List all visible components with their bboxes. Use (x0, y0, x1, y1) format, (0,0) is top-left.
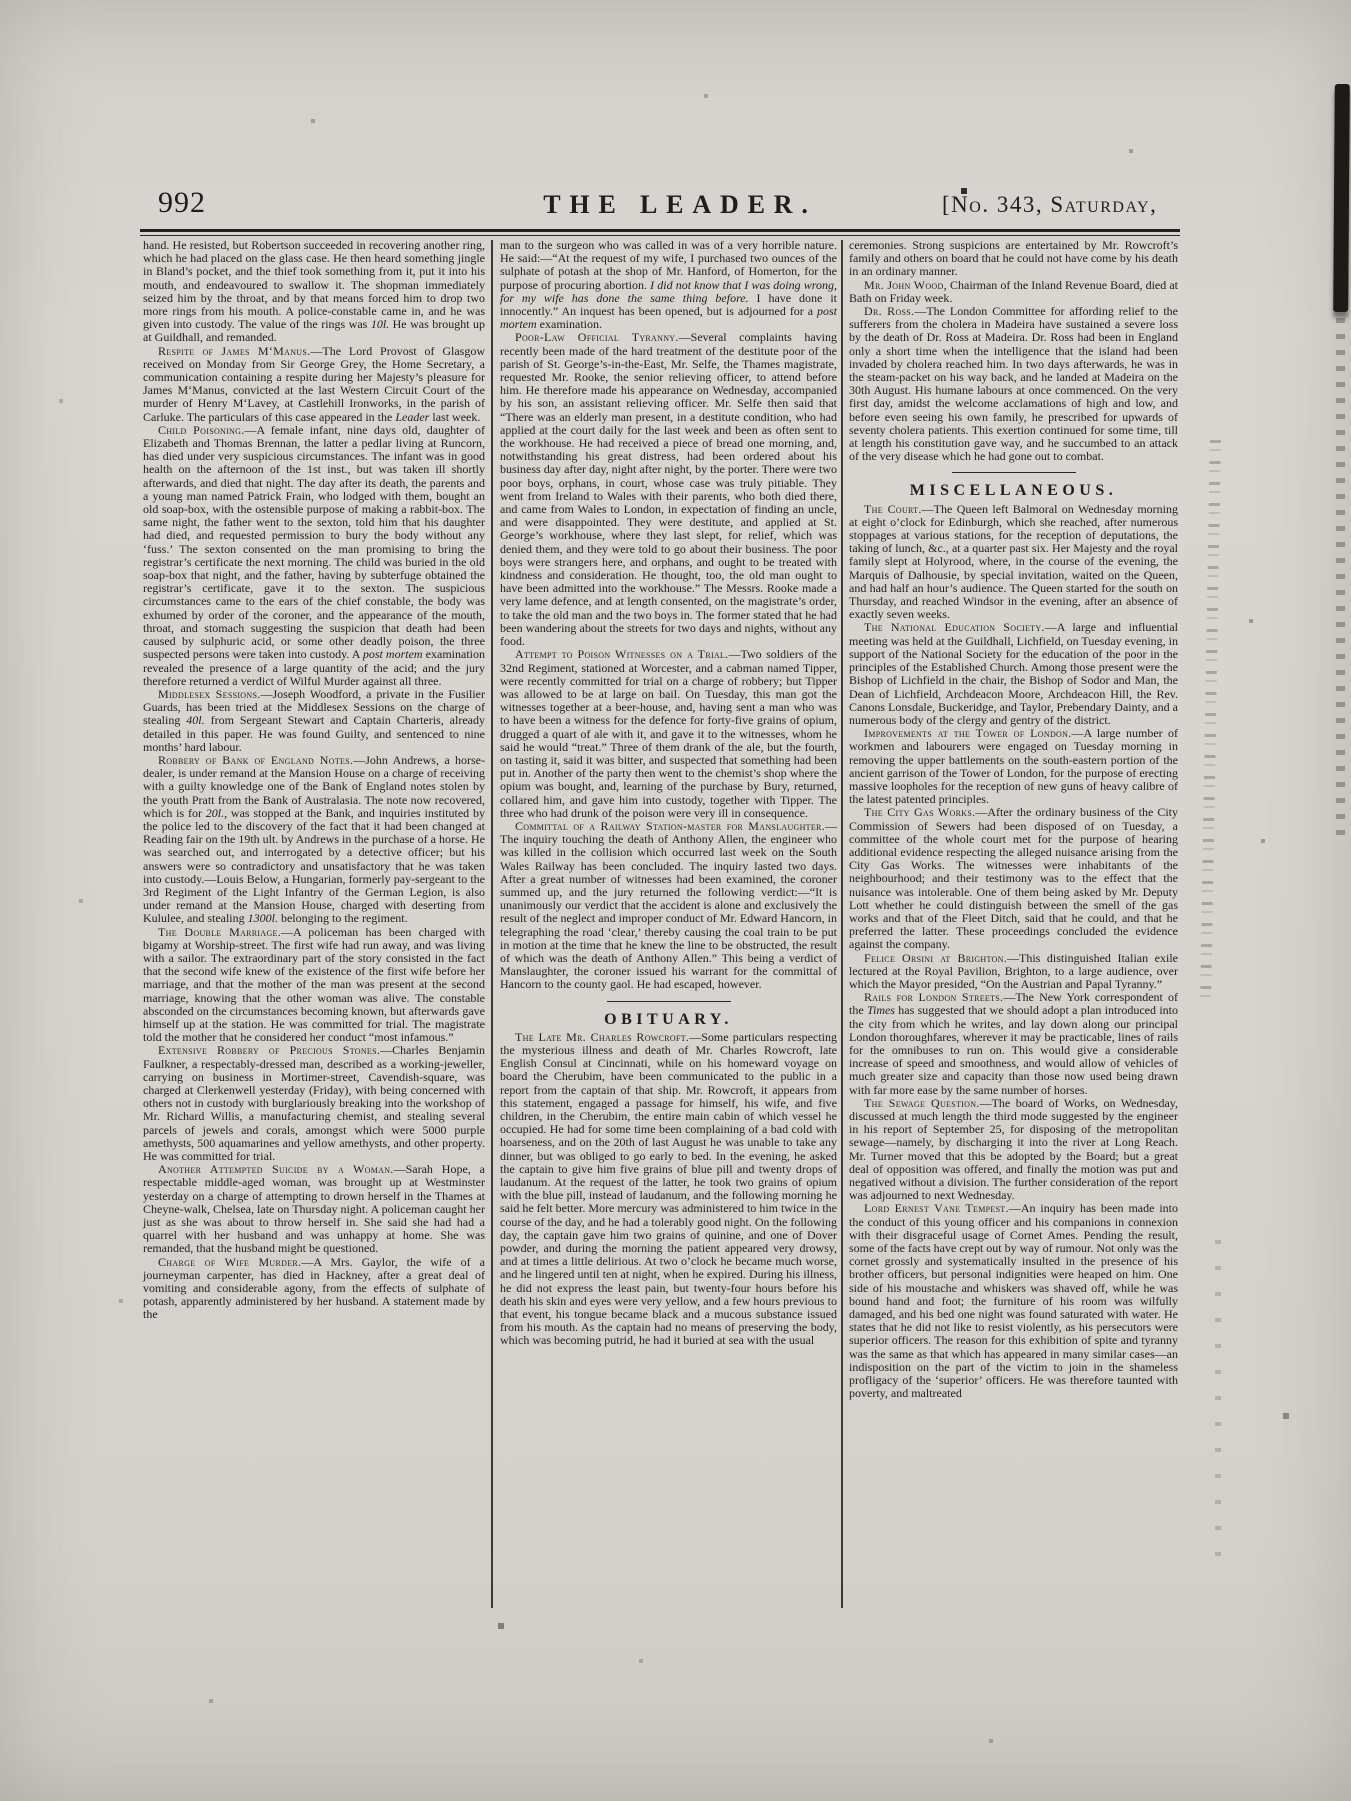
news-paragraph: Lord Ernest Vane Tempest.—An inquiry has been made into the conduct of this young officer and his companions in connexion with their disgraceful usage of Cornet Ames. Pending the result, some of the facts have crept out by way of rumour. Not only was the cornet grossly and systematically insulted in the presence of his brother officers, but personal indignities were heaped on him. One side of his moustache and whiskers was shaved off, while he was bound hand and foot; the furniture of his room was wilfully damaged, and his bed one night was found saturated with water. He states that he did not like to resist violently, as his persecutors were superior officers. The reason for this exhibition of spite and tyranny was the same as that which has appeared in many similar cases—an indisposition on the part of the victim to join in the shameless profligacy of the ‘superior’ officers. He was therefore taunted with poverty, and maltreated (849, 1201, 1179, 1401)
news-paragraph: Attempt to Poison Witnesses on a Trial.—Two soldiers of the 32nd Regiment, stationed at Worcester, and a cabman named Tipper, were recently committed for trial on a charge of robbery; but Tipper was allowed to be at large on bail. On Tuesday, this man got the witnesses together at a beer-house, and, having sent a man who was to have been a witness for the defence for forty-five grains of opium, drugged a quart of ale with it, and gave it to the witnesses, whom he said he would “treat.” Three of them drank of the ale, but the fourth, on tasting it, said it was bitter, and suspected that something had been put in. Another of the party then went to the chemist’s shop where the opium was bought, and, learning of the purchase by Bury, returned, collared him, and gave him into custody, together with Tipper. The three who had drunk of the poison were very ill in consequence. (500, 647, 837, 820)
news-paragraph: Respite of James M‘Manus.—The Lord Provost of Glasgow received on Monday from Sir George Grey, the Home Secretary, a communication containing a respite during her Majesty’s pleasure for James M‘Manus, convicted at the last Western Circuit Court of the murder of Henry M‘Lavey, at Castlehill Ironworks, in the parish of Carluke. The particulars of this case appeared in the Leader last week. (143, 343, 485, 424)
paragraph-lead: The City Gas Works. (864, 805, 976, 820)
news-paragraph: Improvements at the Tower of London.—A large number of workmen and labourers were engaged on Tuesday morning in removing the upper battlements on the south-eastern portion of the ancient garrison of the Tower of London, for the purpose of erecting massive loopholes for the reception of new guns of heavy calibre of the latest patented principles. (849, 726, 1179, 807)
paragraph-lead: Extensive Robbery of Precious Stones. (158, 1043, 381, 1058)
scan-edge-smudge (1336, 318, 1345, 838)
paragraph-lead: Felice Orsini at Brighton. (864, 950, 1008, 965)
paragraph-lead: Another Attempted Suicide by a Woman. (158, 1162, 394, 1177)
news-paragraph: Robbery of Bank of England Notes.—John Andrews, a horse-dealer, is under remand at the Mansion House on a charge of receiving with a guilty knowledge one of the Bank of England notes stolen by the youth Pratt from the Bank of Australasia. The note now recovered, which is for 20l., was stopped at the Bank, and inquiries instituted by the police led to the discovery of the fact that it had been changed at Reading fair on the 19th ult. by Andrews in the purchase of a horse. He was searched out, and interrogated by a detective officer; but his answers were so contradictory and unsatisfactory that he was taken into custody.—Louis Below, a Hungarian, formerly pay-sergeant to the 3rd Regiment of the Light Infantry of the German Legion, is also under remand at the Mansion House, charged with deserting from Kululee, and stealing 1300l. belonging to the regiment. (143, 752, 485, 926)
paragraph-lead: Improvements at the Tower of London. (864, 726, 1072, 741)
news-paragraph: Charge of Wife Murder.—A Mrs. Gaylor, the wife of a journeyman carpenter, has died in Hackney, after a great deal of vomiting and considerable agony, from the effects of sulphate of potash, apparently administered by her husband. A statement made by the (143, 1254, 485, 1322)
news-paragraph: Dr. Ross.—The London Committee for affording relief to the sufferers from the cholera in Madeira have sustained a severe loss by the death of Dr. Ross at Madeira. Dr. Ross had been in England only a short time when the intelligence that the island had been invaded by cholera reached him. In two days afterwards, he was in the steam-packet on his way back, and he landed at Madeira on the 30th August. His humane labours at once commenced. On the very first day, amidst the welcome acclamations of high and low, and before even seeing his own family, he prescribed for upwards of seventy cholera patients. This exertion continued for some time, till at length his constitution gave way, and he succumbed to an attack of the very disease which he had gone out to combat. (849, 304, 1178, 464)
column-3 (849, 239, 1178, 1400)
paragraph-lead: Child Poisoning. (158, 422, 245, 437)
section-rule (607, 1001, 731, 1002)
paragraph-lead: Rails for London Streets. (864, 990, 1004, 1005)
section-heading (500, 1001, 837, 1026)
column-1 (143, 239, 485, 1322)
margin-ink-marks-lower (1215, 1240, 1221, 1570)
news-paragraph: The City Gas Works.—After the ordinary business of the City Commission of Sewers had been disposed of on Tuesday, a committee of the whole court met for the purpose of hearing additional evidence respecting the alleged nuisance arising from the City Gas Works. The witnesses were inhabitants of the neighbourhood; and their testimony was to the effect that the nuisance was intolerable. One of them being asked by Mr. Deputy Lott whether he could distinguish between the smell of the gas works and that of the Fleet Ditch, said that he could, and that he preferred the latter. These proceedings concluded the evidence against the company. (849, 805, 1178, 952)
column-divider-1 (491, 240, 493, 1608)
paragraph-lead: Dr. Ross. (864, 304, 915, 319)
paragraph-lead: The Late Mr. Charles Rowcroft. (515, 1029, 690, 1044)
section-title: OBITUARY. (604, 1010, 733, 1028)
margin-ink-marks (1200, 440, 1221, 1000)
news-paragraph: Felice Orsini at Brighton.—This distinguished Italian exile lectured at the Royal Pavilion, Brighton, to a large audience, over which the Mayor presided, “On the Austrian and Papal Tyranny.” (849, 950, 1179, 991)
paragraph-lead: The Court. (864, 501, 922, 516)
news-paragraph: Committal of a Railway Station-master for Manslaughter.—The inquiry touching the death of Anthony Allen, the engineer who was killed in the collision which occurred last week on the South Wales Railway has been concluded. The inquiry lasted two days. After a great number of witnesses had been examined, the coroner summed up, and the jury returned the following verdict:—“It is unanimously our verdict that the accident is alone and exclusively the result of the neglect and improper conduct of Mr. Edward Hancorn, in telegraphing the road ‘clear,’ thereby causing the coal train to be put in motion at the time that he knew the line to be obstructed, the result of which was the death of Anthony Allen.” This being a verdict of Manslaughter, the coroner issued his warrant for the committal of Hancorn to the county gaol. He had escaped, however. (500, 818, 837, 992)
section-heading (849, 472, 1178, 500)
paragraph-lead: Mr. John Wood, (864, 277, 947, 292)
column-2 (500, 239, 837, 1348)
paper-speckles (0, 0, 2, 2)
news-paragraph: The Double Marriage.—A policeman has been charged with bigamy at Worship-street. The first wife had run away, and was living with a sailor. The extraordinary part of the story consisted in the fact that the second wife knew of the existence of the first wife before her marriage, and that the mother of the man was present at the second marriage, knowing that the other woman was alive. The constable absconded on the circumstances becoming known, but afterwards gave himself up at the station. He was committed for trial. The magistrate told the mother that he considered her conduct “most infamous.” (143, 924, 485, 1045)
header-rule-thin (140, 235, 1180, 236)
paragraph-lead: The Sewage Question. (864, 1095, 980, 1110)
news-paragraph: hand. He resisted, but Robertson succeeded in recovering another ring, which he had placed on the glass case. He then heard something jingle in Bland’s pocket, and the thief took something from it, put it into his mouth, and endeavoured to swallow it. The shopman immediately seized him by the throat, and by that means forced him to drop two more rings from his mouth. A police-constable came in, and he was given into custody. The value of the rings was 10l. He was brought up at Guildhall, and remanded. (143, 238, 486, 345)
column-divider-2 (841, 240, 843, 1608)
news-paragraph: Child Poisoning.—A female infant, nine days old, daughter of Elizabeth and Thomas Brennan, the latter a pedlar living at Runcorn, has died under very suspicious circumstances. The infant was in good health on the afternoon of the 1st inst., but was taken ill shortly afterwards, and died that night. The day after its death, the parents and a young man named Patrick Frain, who lodged with them, bought an old soap-box, with the ostensible purpose of making a rabbit-box. The same night, the father went to the sexton, told him that his daughter had died, and requested permission to bury the body without any ‘fuss.’ The sexton consented on the man promising to bring the registrar’s certificate the next morning. The child was buried in the old soap-box that night, and the father, having by subterfuge obtained the registrar’s certificate, gave it to the sexton. The suspicious circumstances came to the ears of the chief constable, the body was exhumed by order of the coroner, and the appearance of the mouth, throat, and stomach suggesting the suspicion that death had been caused by sulphuric acid, or some other deadly poison, the three suspected persons were taken into custody. A post mortem examination revealed the presence of a large quantity of the acid; and the jury therefore returned a verdict of Wilful Murder against all three. (143, 422, 485, 688)
news-paragraph: Another Attempted Suicide by a Woman.—Sarah Hope, a respectable middle-aged woman, was brought up at Westminster yesterday on a charge of attempting to drown herself in the Thames at Cheyne-walk, Chelsea, late on Thursday night. A policeman caught her just as she was about to throw herself in. She said she had had a quarrel with her husband and was unhappy at home. She was remanded, that the husband might be questioned. (143, 1162, 486, 1256)
paragraph-lead: Respite of James M‘Manus. (158, 343, 311, 358)
paragraph-lead: Charge of Wife Murder. (158, 1254, 302, 1269)
section-rule (952, 472, 1076, 473)
news-paragraph: The Court.—The Queen left Balmoral on Wednesday morning at eight o’clock for Edinburgh, which she reached, after numerous stoppages at various stations, for the reception of deputations, the taking of lunch, &c., at a quarter past six. Her Majesty and the royal family slept at Holyrood, where, in the course of the evening, the Marquis of Dalhousie, by special invitation, waited on the Queen, and had half an hour’s audience. The Queen started for the south on Thursday, and reached Windsor in the evening, after an absence of exactly seven weeks. (849, 501, 1178, 622)
news-paragraph: The National Education Society.—A large and influential meeting was held at the Guildhall, Lichfield, on Tuesday evening, in support of the National Society for the education of the poor in the principles of the Established Church. Among those present were the Bishop of Lichfield in the chair, the Bishop of Sodor and Man, the Dean of Lichfield, Archdeacon Moore, Archdeacon Hill, the Rev. Canons Lonsdale, Buckeridge, and Taylor, Prebendary Dainty, and a numerous body of the clergy and gentry of the district. (849, 620, 1179, 727)
issue-date-label: [No. 343, Saturday, (942, 192, 1158, 217)
news-paragraph: Mr. John Wood, Chairman of the Inland Revenue Board, died at Bath on Friday week. (849, 277, 1178, 305)
paragraph-lead: The National Education Society. (864, 620, 1045, 635)
paragraph-lead: The Double Marriage. (158, 924, 282, 939)
news-paragraph: Extensive Robbery of Precious Stones.—Charles Benjamin Faulkner, a respectably-dressed man, described as a working-jeweller, carrying on business in Mortimer-street, Cavendish-square, was charged at Clerkenwell yesterday (Friday), with being concerned with others not in custody with burglariously breaking into the workshop of Mr. Richard Willis, a manufacturing chemist, and stealing several parcels of jewels and corals, amongst which were 5000 purple amethysts, 500 aquamarines and yellow amethysts, and other property. He was committed for trial. (143, 1043, 485, 1164)
news-paragraph: Middlesex Sessions.—Joseph Woodford, a private in the Fusilier Guards, has been tried at the Middlesex Sessions on the charge of stealing 40l. from Sergeant Stewart and Captain Charteris, already detailed in this paper. He was found Guilty, and sentenced to nine months’ hard labour. (143, 686, 485, 754)
paragraph-lead: Committal of a Railway Station-master for Manslaughter. (515, 818, 825, 833)
paragraph-lead: Poor-Law Official Tyranny. (515, 330, 679, 345)
paragraph-lead: Attempt to Poison Witnesses on a Trial. (515, 647, 729, 662)
news-paragraph: Poor-Law Official Tyranny.—Several complaints having recently been made of the hard treatment of the destitute poor of the parish of St. George’s-in-the-East, Mr. Selfe, the Thames magistrate, requested Mr. Rooke, the senior relieving officer, to attend before him. He therefore made his appearance on Wednesday, accompanied by his son, an assistant relieving officer. Mr. Selfe then said that “There was an elderly man present, in a destitute condition, who had applied at the court daily for the last week and been as often sent to the workhouse. He had received a piece of bread one morning, and, notwithstanding his great distress, had been ordered about his business day after day, night after night, by the porter. There were two poor boys, orphans, in court, whose case was truly pitiable. They went from Ireland to Wales with their parents, who both died there, and came from Wales to London, in expectation of finding an uncle, and were disappointed. They were destitute, and applied at St. George’s workhouse, where they last slept, for relief, which was denied them, and they were told to go about their business. The poor boys were strangers here, and orphans, and ought to be treated with kindness and consideration. He thought, too, the old man ought to have been admitted into the workhouse.” The Messrs. Rooke made a very lame defence, and at length consented, on the magistrate’s order, to take the old man and the two boys in. The former stated that he had been wandering about the streets for two days and nights, without any food. (500, 330, 837, 649)
scan-edge-artifact (1333, 84, 1350, 312)
news-paragraph: The Sewage Question.—The board of Works, on Wednesday, discussed at much length the third mode suggested by the engineer in his report of September 25, for disposing of the metropolitan sewage—namely, by discharging it into the river at Long Reach. Mr. Turner moved that this be adopted by the Board; but a great deal of opposition was offered, and finally the motion was put and negatived without a division. The further consideration of the report was adjourned to next Wednesday. (849, 1095, 1179, 1203)
section-title: MISCELLANEOUS. (909, 482, 1118, 500)
news-paragraph: man to the surgeon who was called in was of a very horrible nature. He said:—“At the request of my wife, I purchased two ounces of the sulphate of potash at the shop of Mr. Hanford, of Homerton, for the purpose of procuring abortion. I did not know that I was doing wrong, for my wife has done the same thing before. I have done it innocently.” An inquest has been opened, but is adjourned for a post mortem examination. (500, 238, 837, 332)
news-paragraph: The Late Mr. Charles Rowcroft.—Some particulars respecting the mysterious illness and death of Mr. Charles Rowcroft, late English Consul at Cincinnati, while on his homeward voyage on board the Cherubim, have been communicated to the public in a report from the captain of that ship. Mr. Rowcroft, it appears from this statement, engaged a passage for himself, his wife, and five children, in the Cherubim, the entire main cabin of which vessel he occupied. He had for some time been complaining of a bad cold with hoarseness, and on the 20th of last August he was unable to take any dinner, but was obliged to go early to bed. In the evening, he asked the captain to give him five grains of blue pill and twenty drops of laudanum. At the request of the latter, he took two grains of opium with the blue pill, instead of laudanum, and the following morning he said he felt better. More mercury was administered to him twice in the course of the day, and he had a tolerably good night. On the following day, the captain gave him two grains of quinine, and one of Dover powder, and during the morning the patient appeared very drowsy, and at times a little delirious. At two o’clock he became much worse, and he lingered until ten at night, when he expired. During his illness, he did not express the least pain, but twenty-four hours before his death his skin and eyes were very yellow, and a few hours previous to that event, his tongue became black and a mucous substance issued from his mouth. As the captain had no means of preserving the body, which was becoming putrid, he had it buried at sea with the usual (500, 1029, 837, 1348)
paragraph-lead: Lord Ernest Vane Tempest. (864, 1201, 1009, 1216)
masthead-title: THE LEADER. (543, 190, 817, 219)
paragraph-lead: Middlesex Sessions. (158, 686, 261, 701)
news-paragraph: Rails for London Streets.—The New York correspondent of the Times has suggested that we should adopt a plan introduced into the city from which he writes, and lay down along our principal London thoroughfares, wherever it may be practicable, lines of rails for the omnibuses to run on. This would give a considerable increase of speed and smoothness, and would allow of vehicles of much greater size and capacity than those now used being drawn with far more ease by the same number of horses. (849, 990, 1178, 1097)
header-rule-thick (140, 229, 1180, 232)
paragraph-lead: Robbery of Bank of England Notes. (158, 752, 354, 767)
page-number: 992 (158, 186, 206, 219)
news-paragraph: ceremonies. Strong suspicions are entertained by Mr. Rowcroft’s family and others on board that he could not have come by his death in an ordinary manner. (849, 238, 1178, 279)
